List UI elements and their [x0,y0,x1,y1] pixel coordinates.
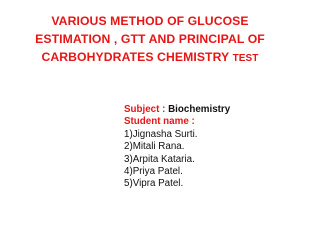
title-line-3-text: CARBOHYDRATES CHEMISTRY [41,50,230,64]
title-line-1: VARIOUS METHOD OF GLUCOSE [51,14,249,28]
title-line-3 [10,48,290,68]
student-item: 5)Vipra Patel. [124,178,184,190]
students-label: Student name : [124,116,195,128]
title-line-2: ESTIMATION , GTT AND PRINCIPAL OF [35,32,265,46]
subject-value: Biochemistry [168,104,231,115]
subject-row [124,104,294,116]
subject-label: Subject : [124,104,166,115]
student-item: 1)Jignasha Surti. [124,128,198,140]
slide-info-block [124,104,294,191]
student-item: 4)Priya Patel. [124,166,183,178]
student-item: 3)Arpita Kataria. [124,153,195,165]
title-suffix: TEST [232,53,259,64]
slide-title [10,12,290,68]
student-item: 2)Mitali Rana. [124,141,185,153]
